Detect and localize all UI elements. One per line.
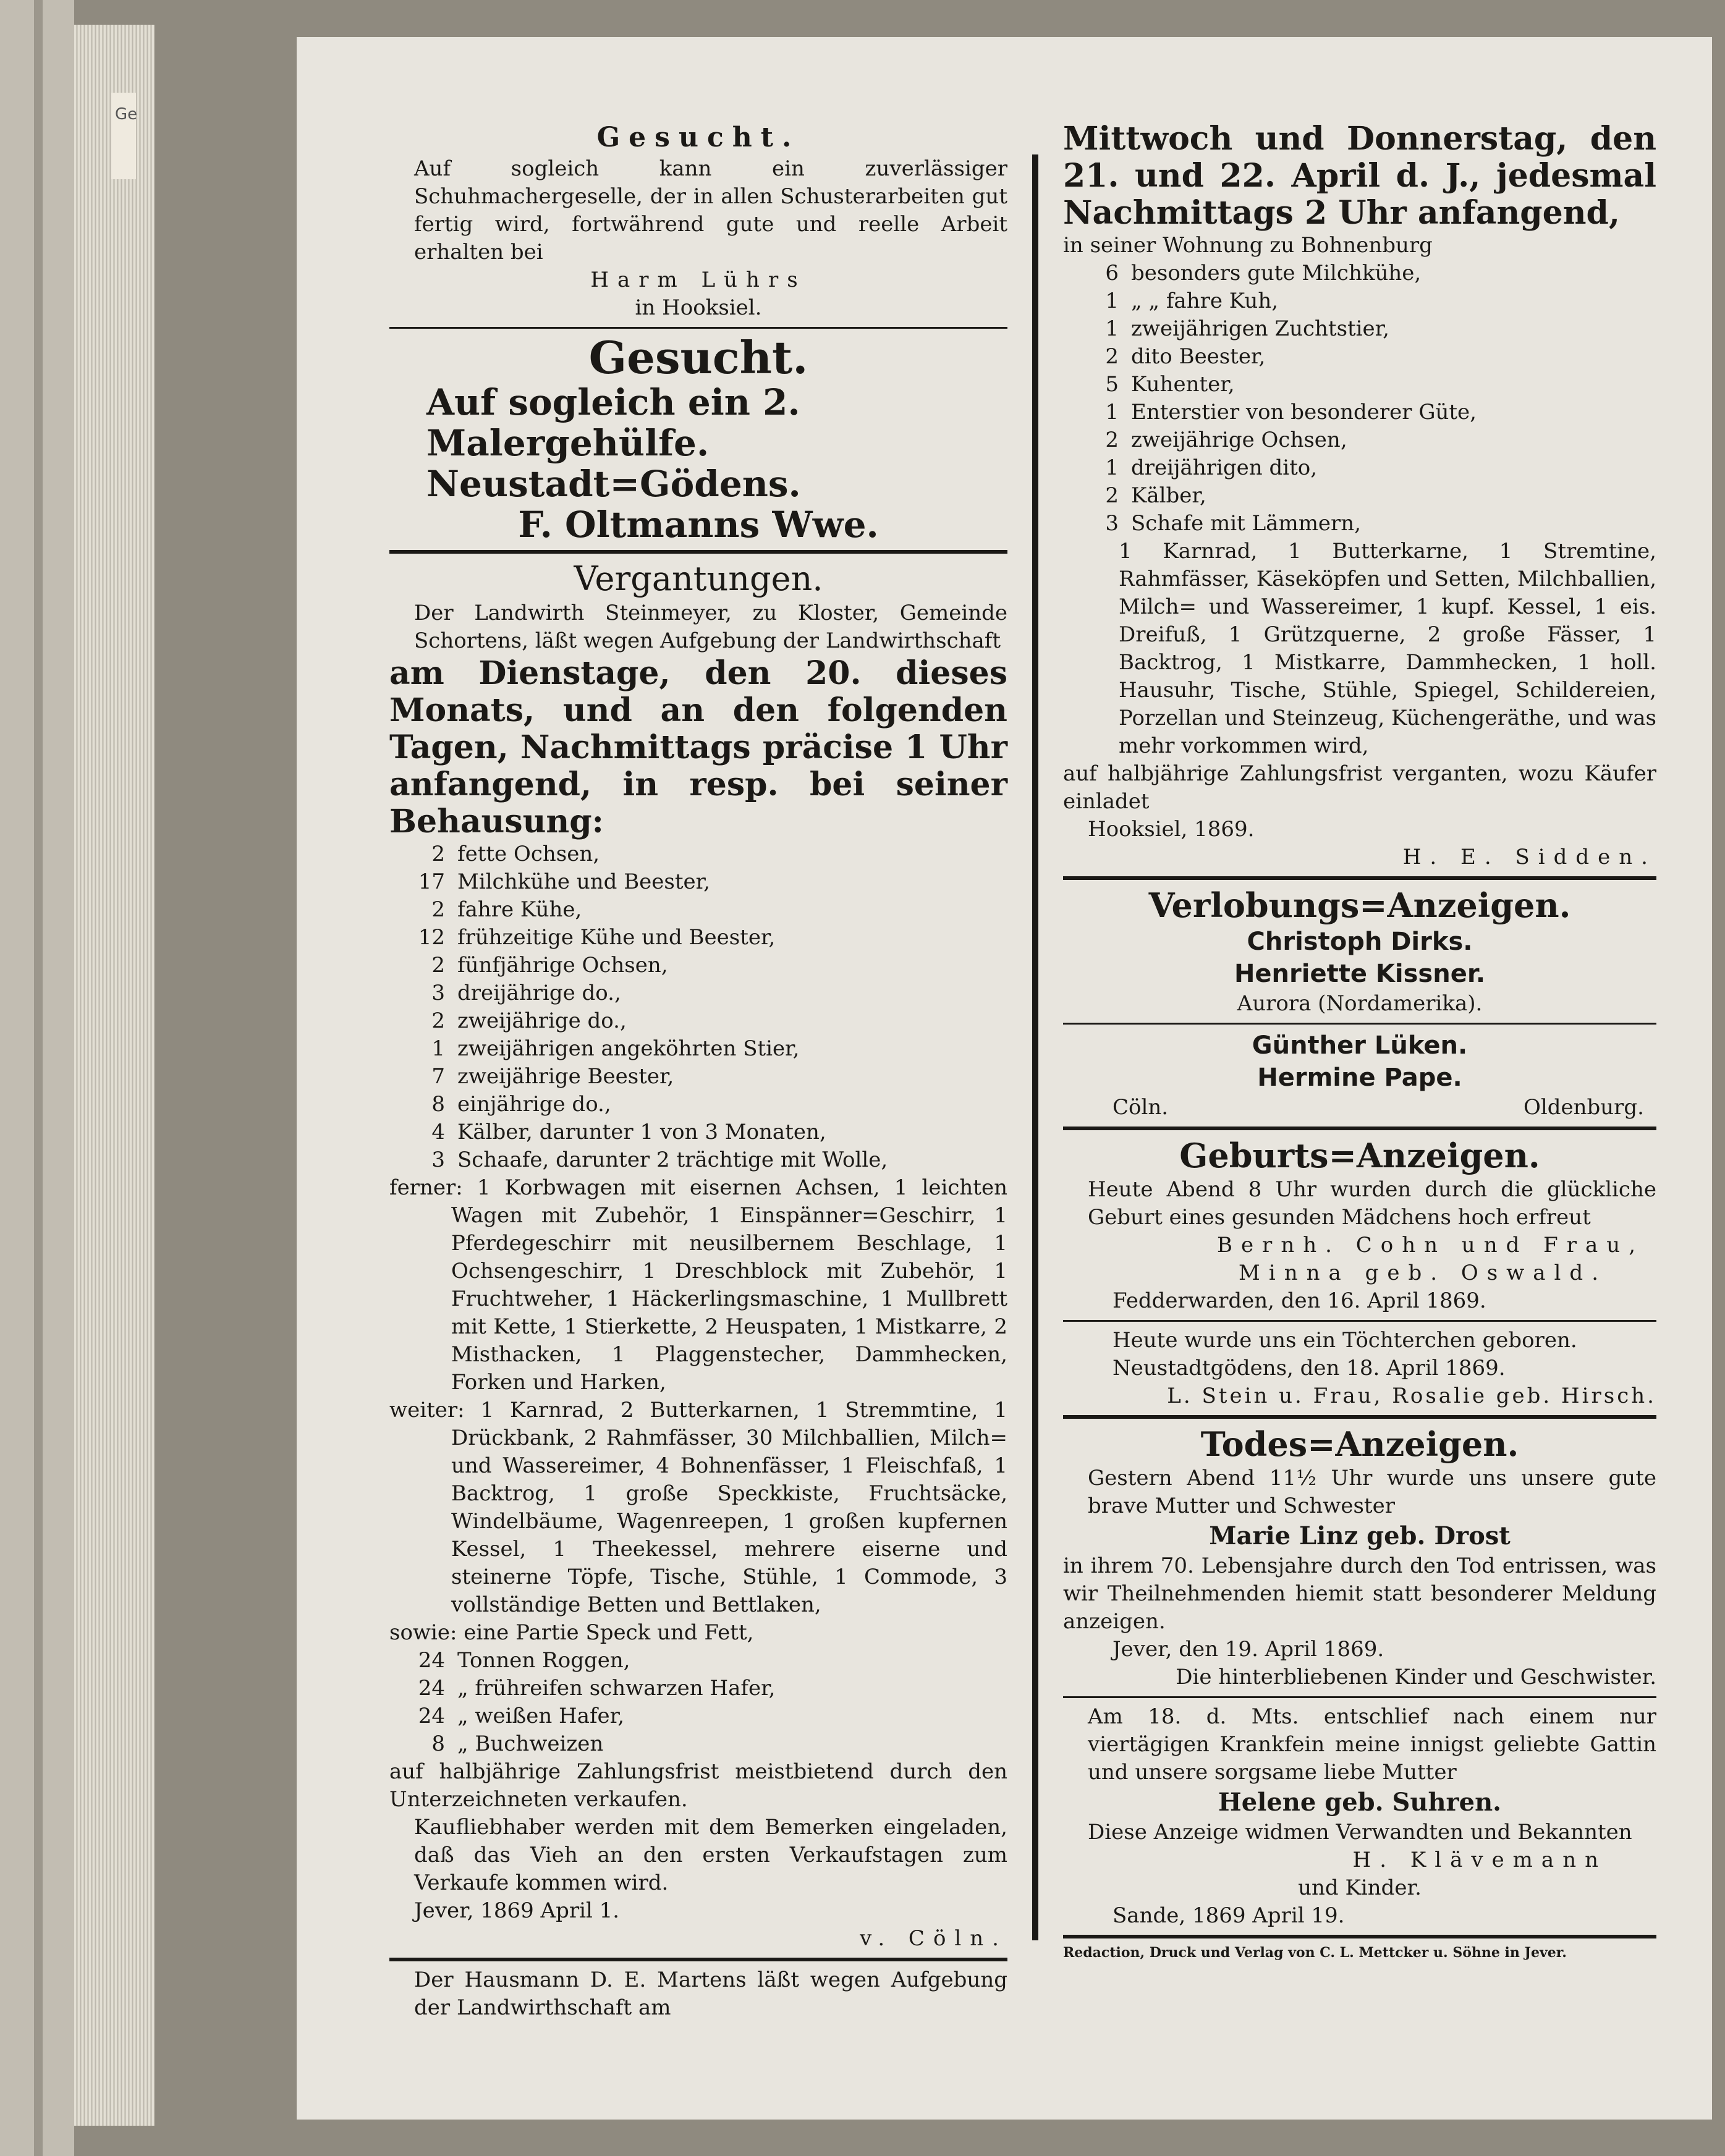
place-right: Oldenburg. — [1523, 1095, 1644, 1120]
item-quantity: 24 — [418, 1648, 445, 1673]
item-quantity: 2 — [431, 1008, 445, 1033]
ad-more: 1 Karnrad, 1 Butterkarne, 1 Stremtine, Rahmfässer, Käseköpfen und Setten, Milchballien, Milch= und Wassereimer, 1 kupf. Kessel, 1 eis. Dreifuß, 1 Grützquerne, 2 große Fässer, 1 Backtrog, 1 Mistkarre, Dammhecken, 1 holl. Hausuhr, Tische, Stühle, Spiegel, Schildereien, Porzellan und Steinzeug, Küchengeräthe, und was mehr vorkommen wird, — [1119, 539, 1657, 758]
ad-weiter: weiter: 1 Karnrad, 2 Butterkarnen, 1 Stremmtine, 1 Drückbank, 2 Rahmfässer, 30 Milchballien, Milch= und Wassereimer, 4 Bohnenfässer, 1 Fleischfaß, 1 Backtrog, 1 große Speckkiste, Fruchtsäcke, Windelbäume, Wagenreepen, 1 großen kupfernen Kessel, 1 Theekessel, mehrere eiserne und steinerne Töpfe, Tische, Stühle, 1 Commode, 3 vollständige Betten und Bettlaken, — [389, 1398, 1007, 1617]
ad-gesucht-schuhmacher — [389, 120, 1007, 322]
item-quantity: 2 — [431, 953, 445, 978]
ad-date-line: am Dienstage, den 20. dieses Monats, und an den folgenden Tagen, Nachmittags präcise 1 Uhr anfangend, in resp. bei seiner Behausung: — [389, 654, 1007, 840]
list-item — [389, 868, 1007, 896]
list-item — [1063, 315, 1656, 343]
item-quantity: 1 — [1105, 316, 1119, 341]
item-text: frühzeitige Kühe und Beester, — [457, 925, 776, 950]
ad-signature: v. Cöln. — [860, 1926, 1007, 1951]
ad-signature: H. E. Sidden. — [1402, 845, 1656, 869]
ad-heading: Vergantungen. — [574, 559, 823, 598]
list-item — [389, 896, 1007, 924]
item-quantity: 3 — [431, 981, 445, 1005]
item-quantity: 3 — [1105, 511, 1119, 536]
item-quantity: 8 — [431, 1092, 445, 1117]
notice-signature: Die hinterbliebenen Kinder und Geschwister. — [1176, 1665, 1656, 1689]
place: Aurora (Nordamerika). — [1237, 991, 1483, 1016]
rule — [1063, 1935, 1656, 1938]
right-column — [1063, 120, 1656, 1962]
list-item — [1063, 510, 1656, 538]
ad-vergantungen — [389, 559, 1007, 1953]
name: Hermine Pape. — [1257, 1063, 1462, 1092]
item-quantity: 8 — [431, 1731, 445, 1756]
list-item — [1063, 454, 1656, 482]
list-item — [389, 1647, 1007, 1675]
ad-date-line: Mittwoch und Donnerstag, den 21. und 22. April d. J., jedesmal Nachmittags 2 Uhr anfangend, — [1063, 120, 1656, 232]
item-text: Milchkühe und Beester, — [457, 869, 710, 894]
item-quantity: 1 — [1105, 400, 1119, 425]
item-quantity: 7 — [431, 1064, 445, 1089]
item-quantity: 1 — [431, 1036, 445, 1061]
item-quantity: 1 — [1105, 289, 1119, 313]
section-heading: Todes=Anzeigen. — [1200, 1424, 1519, 1464]
item-quantity: 2 — [1105, 428, 1119, 452]
ad-note: Kaufliebhaber werden mit dem Bemerken eingeladen, daß das Vieh an den ersten Verkaufstagen zum Verkaufe kommen wird. — [414, 1815, 1007, 1895]
deceased-name: Marie Linz geb. Drost — [1209, 1521, 1511, 1550]
list-item — [389, 1146, 1007, 1174]
item-text: „ Buchweizen — [457, 1731, 604, 1756]
name: Henriette Kissner. — [1234, 960, 1486, 988]
list-item — [1063, 399, 1656, 426]
item-quantity: 2 — [1105, 483, 1119, 508]
notice-text: Heute Abend 8 Uhr wurden durch die glückliche Geburt eines gesunden Mädchens hoch erfreut — [1088, 1177, 1656, 1230]
item-text: Kälber, darunter 1 von 3 Monaten, — [457, 1120, 826, 1144]
notice-text: Gestern Abend 11½ Uhr wurde uns unsere gute brave Mutter und Schwester — [1088, 1466, 1656, 1518]
item-text: Tonnen Roggen, — [457, 1648, 630, 1673]
item-text: zweijährigen Zuchtstier, — [1131, 316, 1389, 341]
list-item — [389, 979, 1007, 1007]
item-text: fahre Kühe, — [457, 897, 582, 922]
item-quantity: 5 — [1105, 372, 1119, 397]
list-item — [389, 1035, 1007, 1063]
ad-sowie: sowie: eine Partie Speck und Fett, — [389, 1620, 754, 1645]
item-text: zweijährige do., — [457, 1008, 627, 1033]
list-item — [389, 1118, 1007, 1146]
ad-intro: in seiner Wohnung zu Bohnenburg — [1063, 233, 1433, 258]
item-quantity: 2 — [1105, 344, 1119, 369]
item-text: zweijährige Beester, — [457, 1064, 674, 1089]
notice-signature: L. Stein u. Frau, Rosalie geb. Hirsch. — [1167, 1384, 1656, 1408]
section-verlobung — [1063, 885, 1656, 1122]
name: Christoph Dirks. — [1247, 928, 1473, 956]
list-item — [389, 1007, 1007, 1035]
page-stack-edge — [74, 25, 155, 2126]
livestock-list — [389, 840, 1007, 1174]
list-item — [1063, 343, 1656, 371]
section-todes — [1063, 1424, 1656, 1930]
item-text: „ „ fahre Kuh, — [1131, 289, 1279, 313]
ad-closing: auf halbjährige Zahlungsfrist meistbietend durch den Unterzeichneten verkaufen. — [389, 1759, 1007, 1812]
item-text: zweijährige Ochsen, — [1131, 428, 1347, 452]
notice-signature: H. Klävemann — [1352, 1848, 1607, 1872]
rule — [1063, 1415, 1656, 1419]
section-geburt — [1063, 1135, 1656, 1410]
item-text: dito Beester, — [1131, 344, 1266, 369]
deceased-name: Helene geb. Suhren. — [1218, 1788, 1502, 1817]
notice-signature: Minna geb. Oswald. — [1239, 1261, 1607, 1285]
place-left: Cöln. — [1113, 1095, 1169, 1120]
notice-date: Fedderwarden, den 16. April 1869. — [1113, 1288, 1486, 1313]
item-quantity: 12 — [418, 925, 445, 950]
notice-text: Am 18. d. Mts. entschlief nach einem nur viertägigen Krankfein meine innigst geliebte Gattin und unsere sorgsame liebe Mutter — [1088, 1704, 1656, 1785]
notice-text: Diese Anzeige widmen Verwandten und Bekannten — [1088, 1820, 1632, 1845]
name: Günther Lüken. — [1252, 1031, 1468, 1060]
item-quantity: 6 — [1105, 261, 1119, 285]
book-spine — [0, 0, 74, 2156]
grain-list — [389, 1647, 1007, 1758]
item-text: besonders gute Milchkühe, — [1131, 261, 1422, 285]
notice-date: Jever, den 19. April 1869. — [1113, 1637, 1384, 1662]
ad-heading: Gesucht. — [588, 331, 808, 384]
notice-text: in ihrem 70. Lebensjahre durch den Tod entrissen, was wir Theilnehmenden hiemit statt besonderer Meldung anzeigen. — [1063, 1554, 1656, 1634]
notice-text: Heute wurde uns ein Töchterchen geboren. — [1113, 1328, 1577, 1353]
section-heading: Geburts=Anzeigen. — [1179, 1136, 1540, 1175]
rule — [1063, 1023, 1656, 1025]
notice-date: Neustadtgödens, den 18. April 1869. — [1113, 1356, 1506, 1380]
item-text: Kuhenter, — [1131, 372, 1235, 397]
item-text: dreijährigen dito, — [1131, 455, 1318, 480]
ad-closing: auf halbjährige Zahlungsfrist verganten, wozu Käufer einladet — [1063, 761, 1656, 814]
ad-body: Auf sogleich kann ein zuverlässiger Schuhmachergeselle, der in allen Schusterarbeiten gut fertig wird, fortwährend gute und reelle Arbeit erhalten bei — [414, 156, 1007, 264]
ad-signature: Harm Lührs — [590, 268, 807, 292]
ad-date: Hooksiel, 1869. — [1088, 817, 1255, 842]
item-text: zweijährigen angeköhrten Stier, — [457, 1036, 800, 1061]
item-text: Kälber, — [1131, 483, 1206, 508]
ad-line: Neustadt=Gödens. — [426, 463, 801, 505]
list-item — [389, 1702, 1007, 1730]
item-text: fette Ochsen, — [457, 842, 600, 866]
ad-signature: F. Oltmanns Wwe. — [518, 504, 879, 546]
item-quantity: 4 — [431, 1120, 445, 1144]
livestock-list — [1063, 260, 1656, 538]
list-item — [389, 952, 1007, 979]
notice-date: Sande, 1869 April 19. — [1113, 1903, 1345, 1928]
ad-line: Auf sogleich ein 2. Malergehülfe. — [426, 381, 800, 464]
rule — [389, 1958, 1007, 1961]
list-item — [1063, 371, 1656, 399]
rule — [1063, 1127, 1656, 1130]
item-quantity: 24 — [418, 1704, 445, 1728]
list-item — [389, 1730, 1007, 1758]
item-text: einjährige do., — [457, 1092, 611, 1117]
index-tab-label: Ge — [115, 105, 138, 124]
places-row — [1063, 1094, 1656, 1122]
ad-intro: Der Landwirth Steinmeyer, zu Kloster, Gemeinde Schortens, läßt wegen Aufgebung der Landwirthschaft — [414, 601, 1007, 653]
item-text: fünfjährige Ochsen, — [457, 953, 668, 978]
item-quantity: 2 — [431, 897, 445, 922]
ad-gesucht-maler — [389, 331, 1007, 546]
item-text: Schaafe, darunter 2 trächtige mit Wolle, — [457, 1148, 888, 1172]
item-text: Enterstier von besonderer Güte, — [1131, 400, 1477, 425]
rule — [1063, 1696, 1656, 1698]
list-item — [1063, 260, 1656, 287]
list-item — [389, 840, 1007, 868]
item-quantity: 24 — [418, 1676, 445, 1701]
rule — [389, 327, 1007, 329]
list-item — [389, 1063, 1007, 1091]
imprint: Redaction, Druck und Verlag von C. L. Mettcker u. Söhne in Jever. — [1063, 1945, 1567, 1961]
item-quantity: 17 — [418, 869, 445, 894]
ad-martens-continued — [1063, 120, 1656, 871]
list-item — [389, 924, 1007, 952]
ad-martens: Der Hausmann D. E. Martens läßt wegen Aufgebung der Landwirthschaft am — [414, 1968, 1007, 2020]
column-divider — [1032, 154, 1038, 1940]
item-text: „ frühreifen schwarzen Hafer, — [457, 1676, 776, 1701]
section-heading: Verlobungs=Anzeigen. — [1148, 886, 1571, 925]
ad-place: in Hooksiel. — [635, 295, 762, 320]
item-text: Schafe mit Lämmern, — [1131, 511, 1362, 536]
item-quantity: 2 — [431, 842, 445, 866]
rule — [1063, 876, 1656, 880]
notice-signature: Bernh. Cohn und Frau, — [1216, 1233, 1644, 1258]
list-item — [389, 1675, 1007, 1702]
ad-date: Jever, 1869 April 1. — [414, 1898, 620, 1923]
item-quantity: 3 — [431, 1148, 445, 1172]
list-item — [1063, 482, 1656, 510]
list-item — [1063, 426, 1656, 454]
rule — [1063, 1320, 1656, 1322]
list-item — [389, 1091, 1007, 1118]
rule — [389, 550, 1007, 554]
ad-ferner: ferner: 1 Korbwagen mit eisernen Achsen, 1 leichten Wagen mit Zubehör, 1 Einspänner=Geschirr, 1 Pferdegeschirr mit neusilbernem Beschlage, 1 Ochsengeschirr, 1 Dreschblock mit Zubehör, 1 Fruchtweher, 1 Häckerlingsmaschine, 1 Mullbrett mit Kette, 1 Stierkette, 2 Heuspaten, 1 Mistkarre, 2 Misthacken, 1 Plaggenstecher, Dammhecken, Forken und Harken, — [389, 1175, 1007, 1395]
item-quantity: 1 — [1105, 455, 1119, 480]
list-item — [1063, 287, 1656, 315]
notice-signature: und Kinder. — [1298, 1875, 1422, 1900]
ad-heading: Gesucht. — [596, 122, 800, 153]
item-text: „ weißen Hafer, — [457, 1704, 625, 1728]
item-text: dreijährige do., — [457, 981, 621, 1005]
left-column — [389, 120, 1007, 2022]
